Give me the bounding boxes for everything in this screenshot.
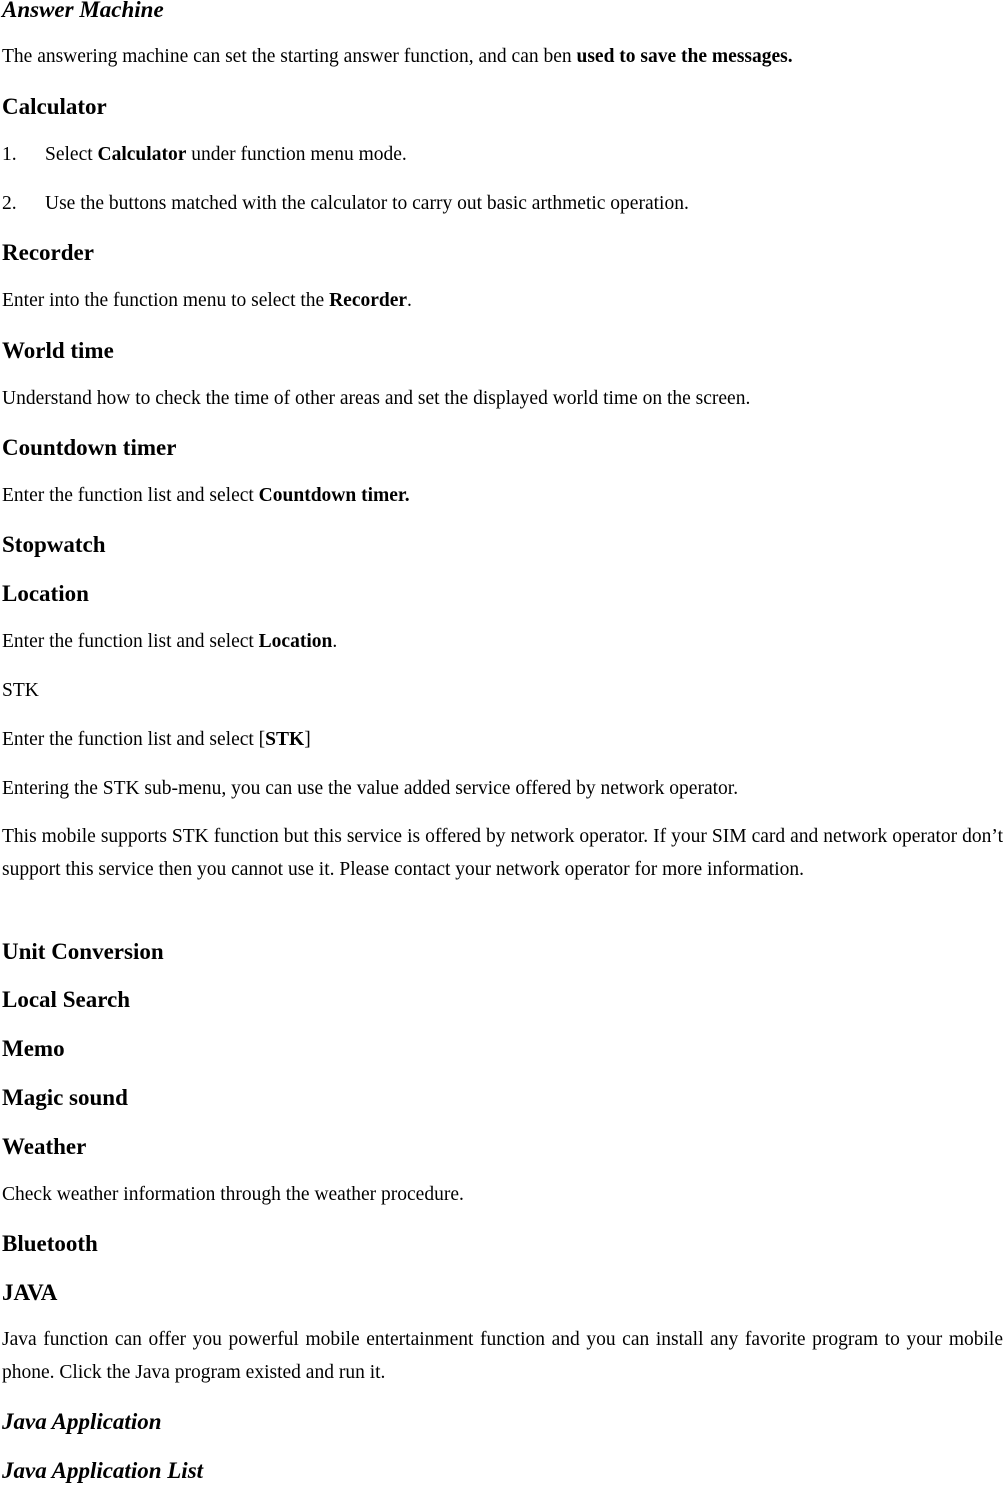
heading-java-application: Java Application — [2, 1409, 162, 1434]
recorder-text: Enter into the function menu to select the Recorder. — [2, 290, 412, 311]
heading-java-application-list: Java Application List — [2, 1458, 204, 1483]
heading-bluetooth: Bluetooth — [2, 1231, 98, 1256]
calculator-step-2: 2. Use the buttons matched with the calculator to carry out basic arthmetic operation. — [2, 193, 689, 214]
heading-stopwatch: Stopwatch — [2, 532, 106, 557]
heading-java: JAVA — [2, 1280, 58, 1305]
calculator-step-1: 1. Select Calculator under function menu mode. — [2, 144, 407, 165]
location-text: Enter the function list and select Location. — [2, 631, 338, 652]
heading-countdown-timer: Countdown timer — [2, 435, 177, 460]
heading-magic-sound: Magic sound — [2, 1085, 128, 1110]
answer-machine-text: The answering machine can set the starting answer function, and can ben used to save the messages. — [2, 46, 793, 67]
stk-support-text: This mobile supports STK function but this service is offered by network operator. If your SIM card and network operator don’t support this service then you cannot use it. Please contact your network operator for more information. — [2, 826, 1003, 880]
heading-weather: Weather — [2, 1134, 87, 1159]
heading-local-search: Local Search — [2, 987, 130, 1012]
heading-world-time: World time — [2, 338, 114, 363]
weather-text: Check weather information through the weather procedure. — [2, 1184, 464, 1205]
heading-memo: Memo — [2, 1036, 65, 1061]
countdown-text: Enter the function list and select Countdown timer. — [2, 485, 410, 506]
heading-answer-machine: Answer Machine — [2, 0, 164, 22]
stk-select-text: Enter the function list and select [STK] — [2, 729, 311, 750]
heading-recorder: Recorder — [2, 240, 94, 265]
heading-location: Location — [2, 581, 89, 606]
java-text: Java function can offer you powerful mobile entertainment function and you can install any favorite program to your mobile phone. Click the Java program existed and run it. — [2, 1329, 1003, 1383]
heading-calculator: Calculator — [2, 94, 107, 119]
heading-unit-conversion: Unit Conversion — [2, 939, 164, 964]
heading-stk: STK — [2, 680, 39, 701]
world-time-text: Understand how to check the time of other areas and set the displayed world time on the screen. — [2, 388, 751, 409]
stk-submenu-text: Entering the STK sub-menu, you can use the value added service offered by network operator. — [2, 778, 739, 799]
